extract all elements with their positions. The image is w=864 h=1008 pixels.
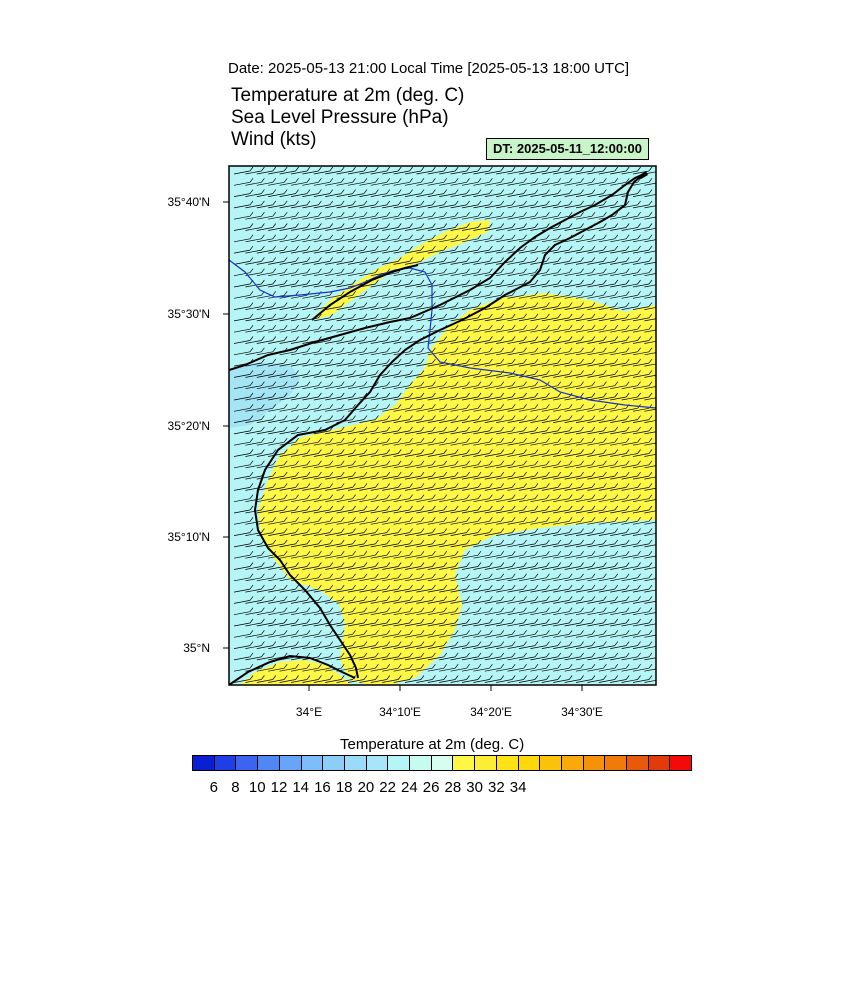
colorbar-tick-label: 16 <box>314 779 331 796</box>
title-pressure: Sea Level Pressure (hPa) <box>231 107 449 128</box>
lon-label-34-20: 34°20'E <box>470 705 512 719</box>
colorbar-swatch <box>302 756 324 770</box>
colorbar-tick-label: 34 <box>509 779 527 796</box>
colorbar-swatch <box>345 756 367 770</box>
colorbar <box>192 755 692 771</box>
colorbar-swatch <box>193 756 215 770</box>
colorbar-tick-label: 30 <box>466 779 483 796</box>
title-wind: Wind (kts) <box>231 129 317 150</box>
colorbar-swatch <box>584 756 606 770</box>
lat-label-35-30: 35°30'N <box>167 307 210 321</box>
colorbar-swatch <box>453 756 475 770</box>
title-temperature: Temperature at 2m (deg. C) <box>231 85 465 106</box>
lat-label-35: 35°N <box>183 641 210 655</box>
lat-label-35-20: 35°20'N <box>167 419 210 433</box>
lon-label-34-30: 34°30'E <box>561 705 603 719</box>
colorbar-tick-label: 12 <box>270 779 288 796</box>
colorbar-swatch <box>236 756 258 770</box>
colorbar-tick-label: 8 <box>231 779 240 796</box>
colorbar-title: Temperature at 2m (deg. C) <box>340 736 525 753</box>
lon-label-34: 34°E <box>295 705 323 719</box>
colorbar-swatch <box>410 756 432 770</box>
colorbar-tick-label: 10 <box>248 779 266 796</box>
colorbar-swatch <box>627 756 649 770</box>
colorbar-swatch <box>649 756 671 770</box>
colorbar-swatch <box>497 756 519 770</box>
colorbar-swatch <box>670 756 691 770</box>
colorbar-tick-label: 28 <box>444 779 462 796</box>
colorbar-swatch <box>388 756 410 770</box>
colorbar-tick-label: 22 <box>379 779 396 796</box>
colorbar-swatch <box>323 756 345 770</box>
colorbar-tick-label: 18 <box>335 779 353 796</box>
colorbar-tick-label: 24 <box>401 779 418 796</box>
colorbar-swatch <box>475 756 497 770</box>
colorbar-swatch <box>215 756 237 770</box>
colorbar-swatch <box>519 756 541 770</box>
date-line: Date: 2025-05-13 21:00 Local Time [2025-05-13 18:00 UTC] <box>228 60 630 77</box>
colorbar-tick-label: 6 <box>209 779 218 796</box>
colorbar-tick-label: 26 <box>422 779 440 796</box>
colorbar-swatch <box>258 756 280 770</box>
colorbar-tick-label: 20 <box>357 779 375 796</box>
colorbar-swatch <box>562 756 584 770</box>
lon-label-34-10: 34°10'E <box>379 705 421 719</box>
colorbar-swatch <box>280 756 302 770</box>
lat-label-35-10: 35°10'N <box>167 530 210 544</box>
colorbar-swatch <box>432 756 454 770</box>
dt-label-box: DT: 2025-05-11_12:00:00 <box>486 138 649 160</box>
colorbar-swatch <box>605 756 627 770</box>
colorbar-swatch <box>367 756 389 770</box>
colorbar-swatch <box>540 756 562 770</box>
lat-label-35-40: 35°40'N <box>167 195 210 209</box>
map-plot-area <box>229 166 675 688</box>
colorbar-tick-label: 32 <box>488 779 505 796</box>
colorbar-tick-label: 14 <box>292 779 310 796</box>
